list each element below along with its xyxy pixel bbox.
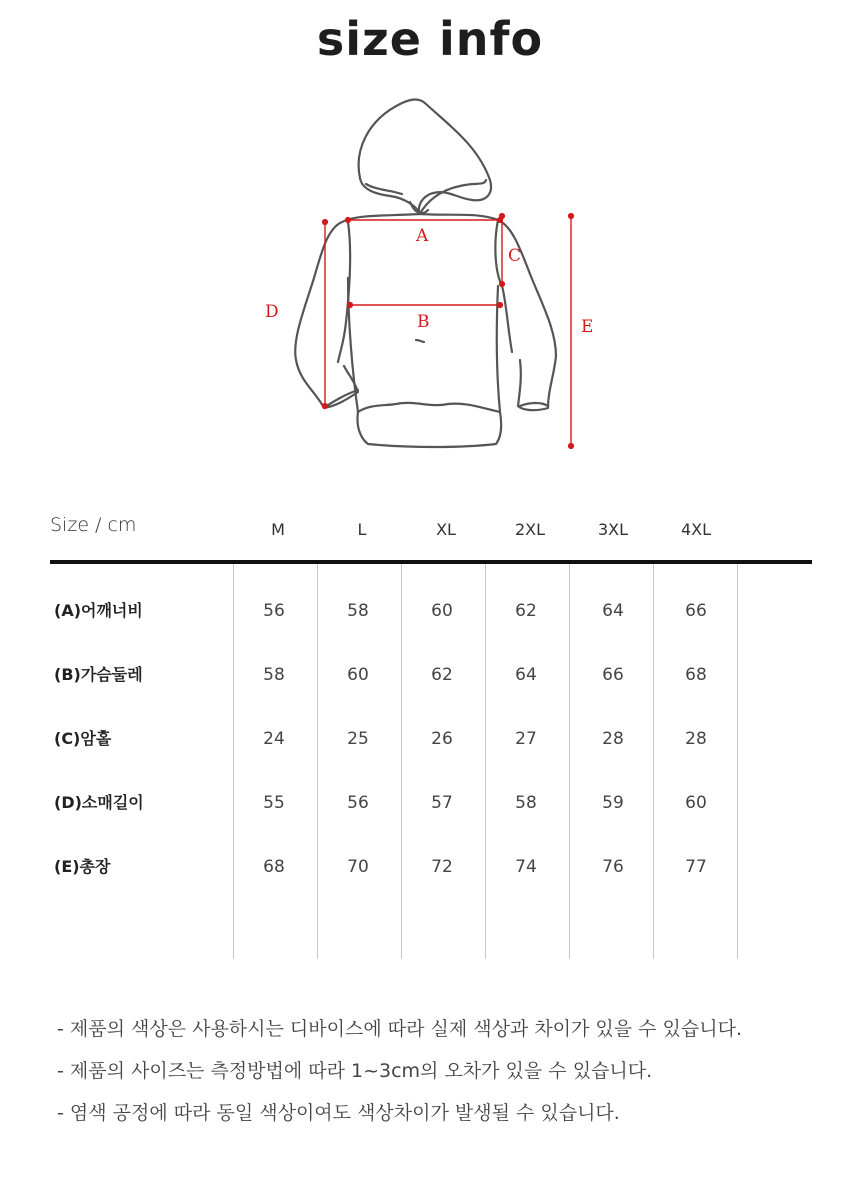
table-cell: 56 xyxy=(347,793,369,813)
column-divider xyxy=(569,564,570,959)
hoodie-diagram xyxy=(250,90,610,460)
table-cell: 70 xyxy=(347,857,369,877)
table-cell: 26 xyxy=(431,729,453,749)
column-header-xl: XL xyxy=(436,520,456,539)
table-cell: 55 xyxy=(263,793,285,813)
row-label-length: (E)총장 xyxy=(54,857,111,876)
table-cell: 58 xyxy=(347,601,369,621)
page-title: size info xyxy=(316,12,544,66)
column-header-l: L xyxy=(357,520,367,539)
column-divider xyxy=(401,564,402,959)
hoodie-illustration xyxy=(250,90,610,460)
table-cell: 28 xyxy=(685,729,707,749)
note-color: - 제품의 색상은 사용하시는 디바이스에 따라 실제 색상과 차이가 있을 수 있습니다. xyxy=(57,1018,743,1040)
table-cell: 56 xyxy=(263,601,285,621)
measure-label-d: D xyxy=(265,302,279,322)
column-header-m: M xyxy=(271,520,285,539)
row-label-armhole: (C)암홀 xyxy=(54,729,112,748)
note-dye: - 염색 공정에 따라 동일 색상이여도 색상차이가 발생될 수 있습니다. xyxy=(57,1102,620,1124)
table-cell: 25 xyxy=(347,729,369,749)
row-label-shoulder: (A)어깨너비 xyxy=(54,601,143,620)
row-label-sleeve: (D)소매길이 xyxy=(54,793,144,812)
table-cell: 76 xyxy=(602,857,624,877)
measure-label-b: B xyxy=(417,312,430,332)
table-cell: 27 xyxy=(515,729,537,749)
column-divider xyxy=(317,564,318,959)
table-cell: 60 xyxy=(685,793,707,813)
column-divider xyxy=(485,564,486,959)
table-cell: 64 xyxy=(515,665,537,685)
column-header-3xl: 3XL xyxy=(597,520,629,539)
table-cell: 58 xyxy=(515,793,537,813)
measure-label-e: E xyxy=(581,317,594,337)
size-unit-header: Size / cm xyxy=(50,514,137,536)
table-cell: 57 xyxy=(431,793,453,813)
table-cell: 64 xyxy=(602,601,624,621)
table-cell: 74 xyxy=(515,857,537,877)
table-cell: 77 xyxy=(685,857,707,877)
measure-label-c: C xyxy=(508,246,522,266)
column-header-4xl: 4XL xyxy=(680,520,712,539)
table-cell: 58 xyxy=(263,665,285,685)
table-cell: 60 xyxy=(347,665,369,685)
row-label-chest: (B)가슴둘레 xyxy=(54,665,143,684)
table-cell: 72 xyxy=(431,857,453,877)
column-divider xyxy=(233,564,234,959)
header-divider xyxy=(50,560,812,564)
column-divider xyxy=(737,564,738,959)
table-cell: 60 xyxy=(431,601,453,621)
column-header-2xl: 2XL xyxy=(514,520,546,539)
table-cell: 66 xyxy=(685,601,707,621)
table-cell: 62 xyxy=(431,665,453,685)
table-cell: 68 xyxy=(685,665,707,685)
note-measurement: - 제품의 사이즈는 측정방법에 따라 1~3cm의 오차가 있을 수 있습니다. xyxy=(57,1060,653,1082)
measure-label-a: A xyxy=(416,226,429,246)
table-cell: 24 xyxy=(263,729,285,749)
table-cell: 28 xyxy=(602,729,624,749)
table-cell: 62 xyxy=(515,601,537,621)
table-cell: 68 xyxy=(263,857,285,877)
column-divider xyxy=(653,564,654,959)
table-cell: 66 xyxy=(602,665,624,685)
table-cell: 59 xyxy=(602,793,624,813)
